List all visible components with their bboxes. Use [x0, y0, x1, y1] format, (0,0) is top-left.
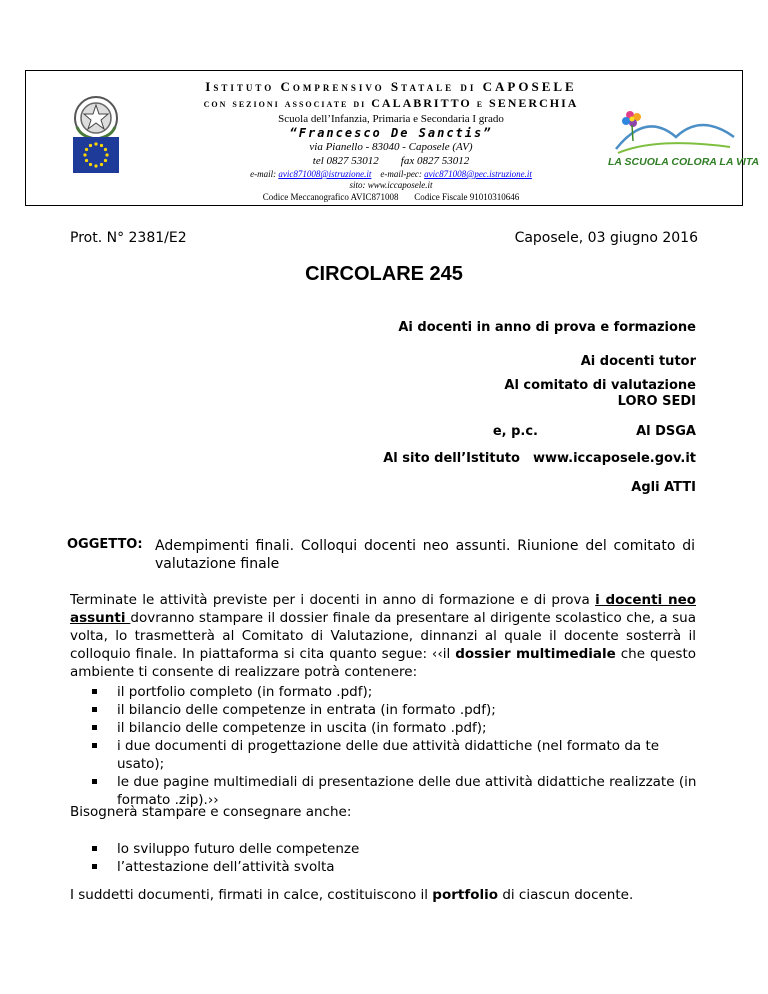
email-line [166, 168, 616, 180]
phone: tel 0827 53012 [312, 155, 379, 167]
email-link[interactable]: avic871008@istruzione.it [278, 169, 372, 179]
epc-label: e, p.c. [492, 424, 538, 439]
p1-part-a: Terminate le attività previste per i docenti in anno di formazione e di prova [70, 592, 596, 608]
dossier-contents-list [70, 683, 710, 809]
additional-documents-list [70, 840, 710, 876]
list-item: lo sviluppo futuro delle competenze [70, 840, 710, 858]
republic-emblem-icon [71, 93, 121, 143]
p3-part-a: I suddetti documenti, firmati in calce, costituiscono il [70, 887, 433, 903]
codes-line [166, 191, 616, 203]
recipient-teachers: Ai docenti in anno di prova e formazione [398, 320, 696, 335]
recipient-tutors: Ai docenti tutor [580, 354, 696, 369]
subject-text: Adempimenti finali. Colloqui docenti neo assunti. Riunione del comitato di valutazione finale [155, 538, 695, 572]
recipient-site-label: Al sito dell’Istituto [383, 451, 520, 466]
phone-fax [166, 154, 616, 168]
fiscal-code: Codice Fiscale 91010310646 [414, 192, 520, 202]
p3-highlight-portfolio: portfolio [432, 887, 499, 903]
list-item: il bilancio delle competenze in entrata (in formato .pdf); [70, 701, 710, 719]
pec-label: e-mail-pec: [380, 169, 422, 179]
list-item: il portfolio completo (in formato .pdf); [70, 683, 710, 701]
pec-link[interactable]: avic871008@pec.istruzione.it [424, 169, 532, 179]
page-title: CIRCOLARE 245 [305, 263, 463, 285]
school-levels: Scuola dell’Infanzia, Primaria e Secondaria I grado [278, 113, 504, 125]
bullet-square-icon [92, 689, 97, 694]
fax: fax 0827 53012 [400, 155, 470, 167]
body-paragraph-2: Bisognerà stampare e consegnare anche: [70, 804, 352, 820]
body-paragraph-3 [70, 886, 696, 904]
recipient-atti: Agli ATTI [631, 480, 696, 495]
list-item: i due documenti di progettazione delle due attività didattiche (nel formato da te usato); [70, 737, 710, 773]
protocol-number: Prot. N° 2381/E2 [70, 230, 187, 246]
p1-part-e: che questo ambiente ti consente di realizzare potrà contenere: [70, 646, 696, 680]
bullet-square-icon [92, 743, 97, 748]
recipient-site-url: www.iccaposele.gov.it [532, 451, 696, 466]
website: sito: www.iccaposele.it [349, 180, 433, 190]
p1-part-c: dovranno stampare il dossier finale da presentare al dirigente scolastico che, a sua volta, lo trasmetterà al Comitato di Valutazione, dinnanzi al quale il docente sosterrà il colloquio finale. In piattaforma si cita quanto segue: ‹‹il [70, 610, 696, 662]
mechanographic-code: Codice Meccanografico AVIC871008 [262, 192, 399, 202]
email-label: e-mail: [250, 169, 277, 179]
document-date: Caposele, 03 giugno 2016 [514, 230, 698, 246]
list-item: le due pagine multimediali di presentazione delle due attività didattiche realizzate (in formato .zip).›› [70, 773, 710, 809]
bullet-square-icon [92, 864, 97, 869]
p3-part-c: di ciascun docente. [498, 887, 634, 903]
bullet-square-icon [92, 725, 97, 730]
letterhead-text [166, 79, 616, 203]
logo-text: LA SCUOLA COLORA LA VITA [608, 156, 760, 168]
p1-highlight-new-hires: i docenti neo assunti [70, 592, 697, 626]
subject-label: OGGETTO: [67, 537, 143, 552]
bullet-square-icon [92, 707, 97, 712]
institute-name: Istituto Comprensivo Statale di CAPOSELE [205, 79, 577, 94]
bullet-square-icon [92, 779, 97, 784]
p1-highlight-dossier: dossier multimediale [455, 646, 616, 662]
school-address: via Pianello - 83040 - Caposele (AV) [309, 141, 473, 153]
recipient-committee-location: LORO SEDI [617, 394, 696, 409]
school-name: “Francesco De Sanctis” [289, 126, 493, 140]
body-paragraph-1 [70, 591, 696, 681]
school-logo [606, 107, 760, 173]
list-item: l’attestazione dell’attività svolta [70, 858, 710, 876]
institute-sections: con sezioni associate di CALABRITTO e SENERCHIA [203, 96, 579, 110]
letterhead [25, 70, 760, 206]
flower-icon [622, 111, 641, 141]
list-item: il bilancio delle competenze in uscita (in formato .pdf); [70, 719, 710, 737]
bullet-square-icon [92, 846, 97, 851]
recipient-dsga: Al DSGA [636, 424, 696, 439]
recipient-committee [504, 378, 696, 410]
recipient-committee-name: Al comitato di valutazione [504, 378, 696, 393]
eu-flag-icon [73, 137, 119, 173]
